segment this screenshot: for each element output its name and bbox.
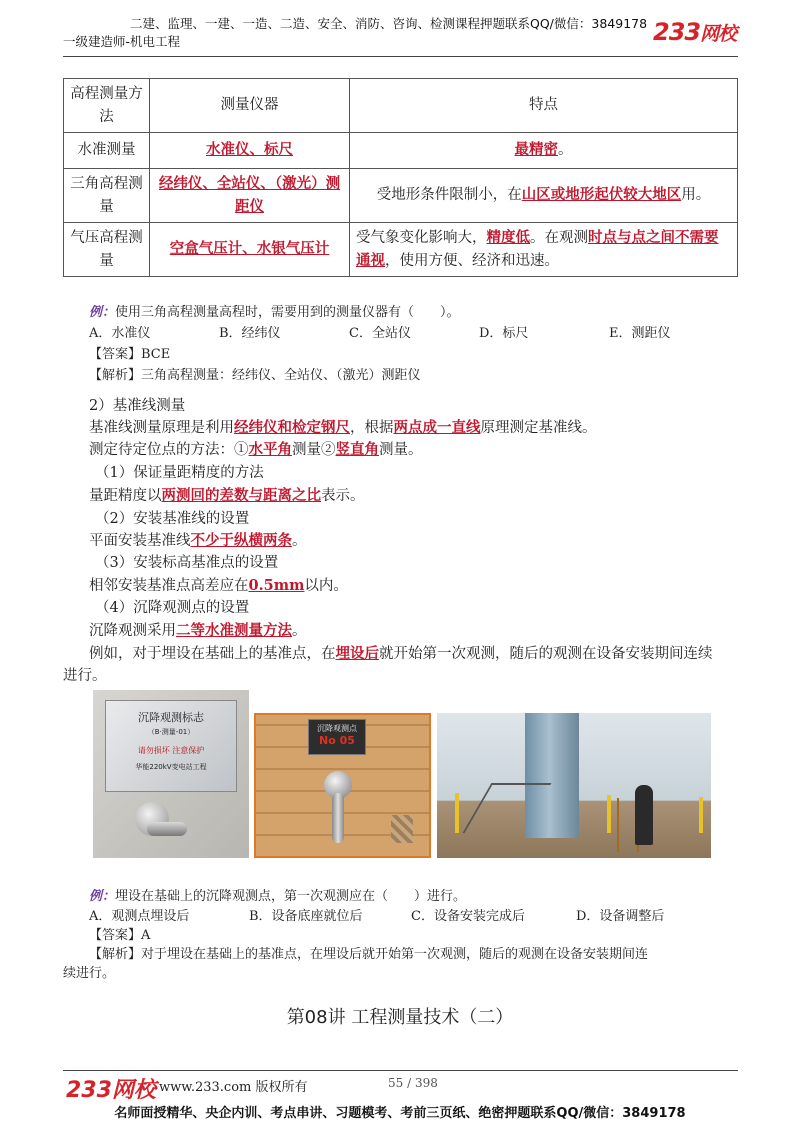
- table-row: [64, 223, 738, 277]
- row-instrument: 水准仪、标尺: [150, 133, 350, 169]
- settlement-hook-icon: [147, 822, 187, 836]
- option-c: C．全站仪: [349, 326, 411, 341]
- table-row: [64, 169, 738, 223]
- header-feature: 特点: [350, 79, 738, 133]
- row-feature: 受地形条件限制小，在山区或地形起伏较大地区用。: [350, 169, 738, 223]
- turbine-tower: [525, 713, 579, 838]
- subsection-4: （4）沉降观测点的设置: [95, 600, 250, 616]
- surveyor-figure: [635, 785, 653, 845]
- option-a: A．观测点埋设后: [89, 909, 190, 924]
- table-header-row: [64, 79, 738, 133]
- row-instrument: 空盒气压计、水银气压计: [150, 223, 350, 277]
- example1-answer: 【答案】BCE: [89, 347, 171, 362]
- survey-staff-icon: [699, 797, 703, 833]
- example-paragraph: 例如，对于埋设在基础上的基准点，在埋设后就开始第一次观测，随后的观测在设备安装期间连续: [89, 645, 713, 662]
- lecture-title: 第08讲 工程测量技术（二）: [286, 1007, 514, 1028]
- subsection-1-text: 量距精度以两测回的差数与距离之比表示。: [89, 487, 365, 504]
- option-a: A．水准仪: [89, 326, 151, 341]
- subsection-3: （3）安装标高基准点的设置: [95, 555, 279, 571]
- subsection-1: （1）保证量距精度的方法: [95, 465, 264, 481]
- header-divider: [63, 56, 738, 57]
- footer-logo[interactable]: 233网校: [66, 1078, 156, 1103]
- survey-staff-icon: [455, 793, 459, 833]
- settlement-point-sign: 沉降观测点 No 05: [308, 719, 366, 755]
- example2-answer: 【答案】A: [89, 928, 151, 943]
- header-method: 高程测量方法: [64, 79, 150, 133]
- elevation-methods-table: [63, 78, 738, 277]
- row-feature: 受气象变化影响大，精度低。在观测时点与点之间不需要通视，使用方便、经济和迅速。: [350, 223, 738, 277]
- footer-url[interactable]: www.233.com 版权所有: [159, 1080, 308, 1095]
- baseline-principle: 基准线测量原理是利用经纬仪和检定钢尺，根据两点成一直线原理测定基准线。: [89, 419, 597, 436]
- blurred-region: [391, 815, 413, 843]
- subsection-3-text: 相邻安装基准点高差应在0.5mm以内。: [89, 577, 348, 594]
- subsection-2-text: 平面安装基准线不少于纵横两条。: [89, 532, 307, 549]
- example1-question: 例：使用三角高程测量高程时，需要用到的测量仪器有（ ）。: [89, 305, 460, 320]
- example-paragraph-cont: 进行。: [63, 668, 107, 684]
- option-d: D．标尺: [479, 326, 529, 341]
- baseline-methods: 测定待定位点的方法：①水平角测量②竖直角测量。: [89, 441, 423, 458]
- photo-wind-turbine-survey: [437, 713, 711, 858]
- example1-analysis: 【解析】三角高程测量：经纬仪、全站仪、（激光）测距仪: [89, 368, 421, 383]
- header-contact-line: 二建、监理、一建、一造、二造、安全、消防、咨询、检测课程押题联系QQ/微信：3849178: [130, 16, 648, 31]
- row-method: 三角高程测量: [64, 169, 150, 223]
- photo-settlement-plate: [93, 690, 249, 858]
- row-instrument: 经纬仪、全站仪、（激光）测距仪: [150, 169, 350, 223]
- subsection-4-text: 沉降观测采用二等水准测量方法。: [89, 622, 307, 639]
- option-d: D．设备调整后: [576, 909, 665, 924]
- option-b: B．设备底座就位后: [249, 909, 363, 924]
- header-subtitle: 一级建造师-机电工程: [63, 34, 181, 49]
- row-method: 气压高程测量: [64, 223, 150, 277]
- subsection-2: （2）安装基准线的设置: [95, 511, 250, 527]
- example2-question: 例：埋设在基础上的沉降观测点，第一次观测应在（ ）进行。: [89, 889, 467, 904]
- header-instrument: 测量仪器: [150, 79, 350, 133]
- row-method: 水准测量: [64, 133, 150, 169]
- header-logo[interactable]: 233网校: [653, 18, 737, 46]
- settlement-sign: 沉降观测标志 （B·测量-01） 请勿损坏 注意保护 华能220kV变电站工程: [105, 700, 237, 792]
- footer-contact-line: 名师面授精华、央企内训、考点串讲、习题模考、考前三页纸、绝密押题联系QQ/微信：3849178: [114, 1106, 686, 1121]
- page-number: 55 / 398: [388, 1076, 438, 1090]
- option-b: B．经纬仪: [219, 326, 281, 341]
- option-c: C．设备安装完成后: [411, 909, 525, 924]
- bolt-stem-icon: [332, 793, 344, 843]
- row-feature: 最精密。: [350, 133, 738, 169]
- footer-divider: [63, 1070, 738, 1071]
- table-row: [64, 133, 738, 169]
- option-e: E．测距仪: [609, 326, 671, 341]
- example2-analysis-cont: 续进行。: [63, 966, 116, 981]
- photo-settlement-point: [254, 713, 431, 858]
- section-title: 2）基准线测量: [89, 398, 186, 414]
- survey-staff-icon: [607, 795, 611, 833]
- example2-analysis: 【解析】对于埋设在基础上的基准点，在埋设后就开始第一次观测，随后的观测在设备安装期间连: [89, 947, 649, 962]
